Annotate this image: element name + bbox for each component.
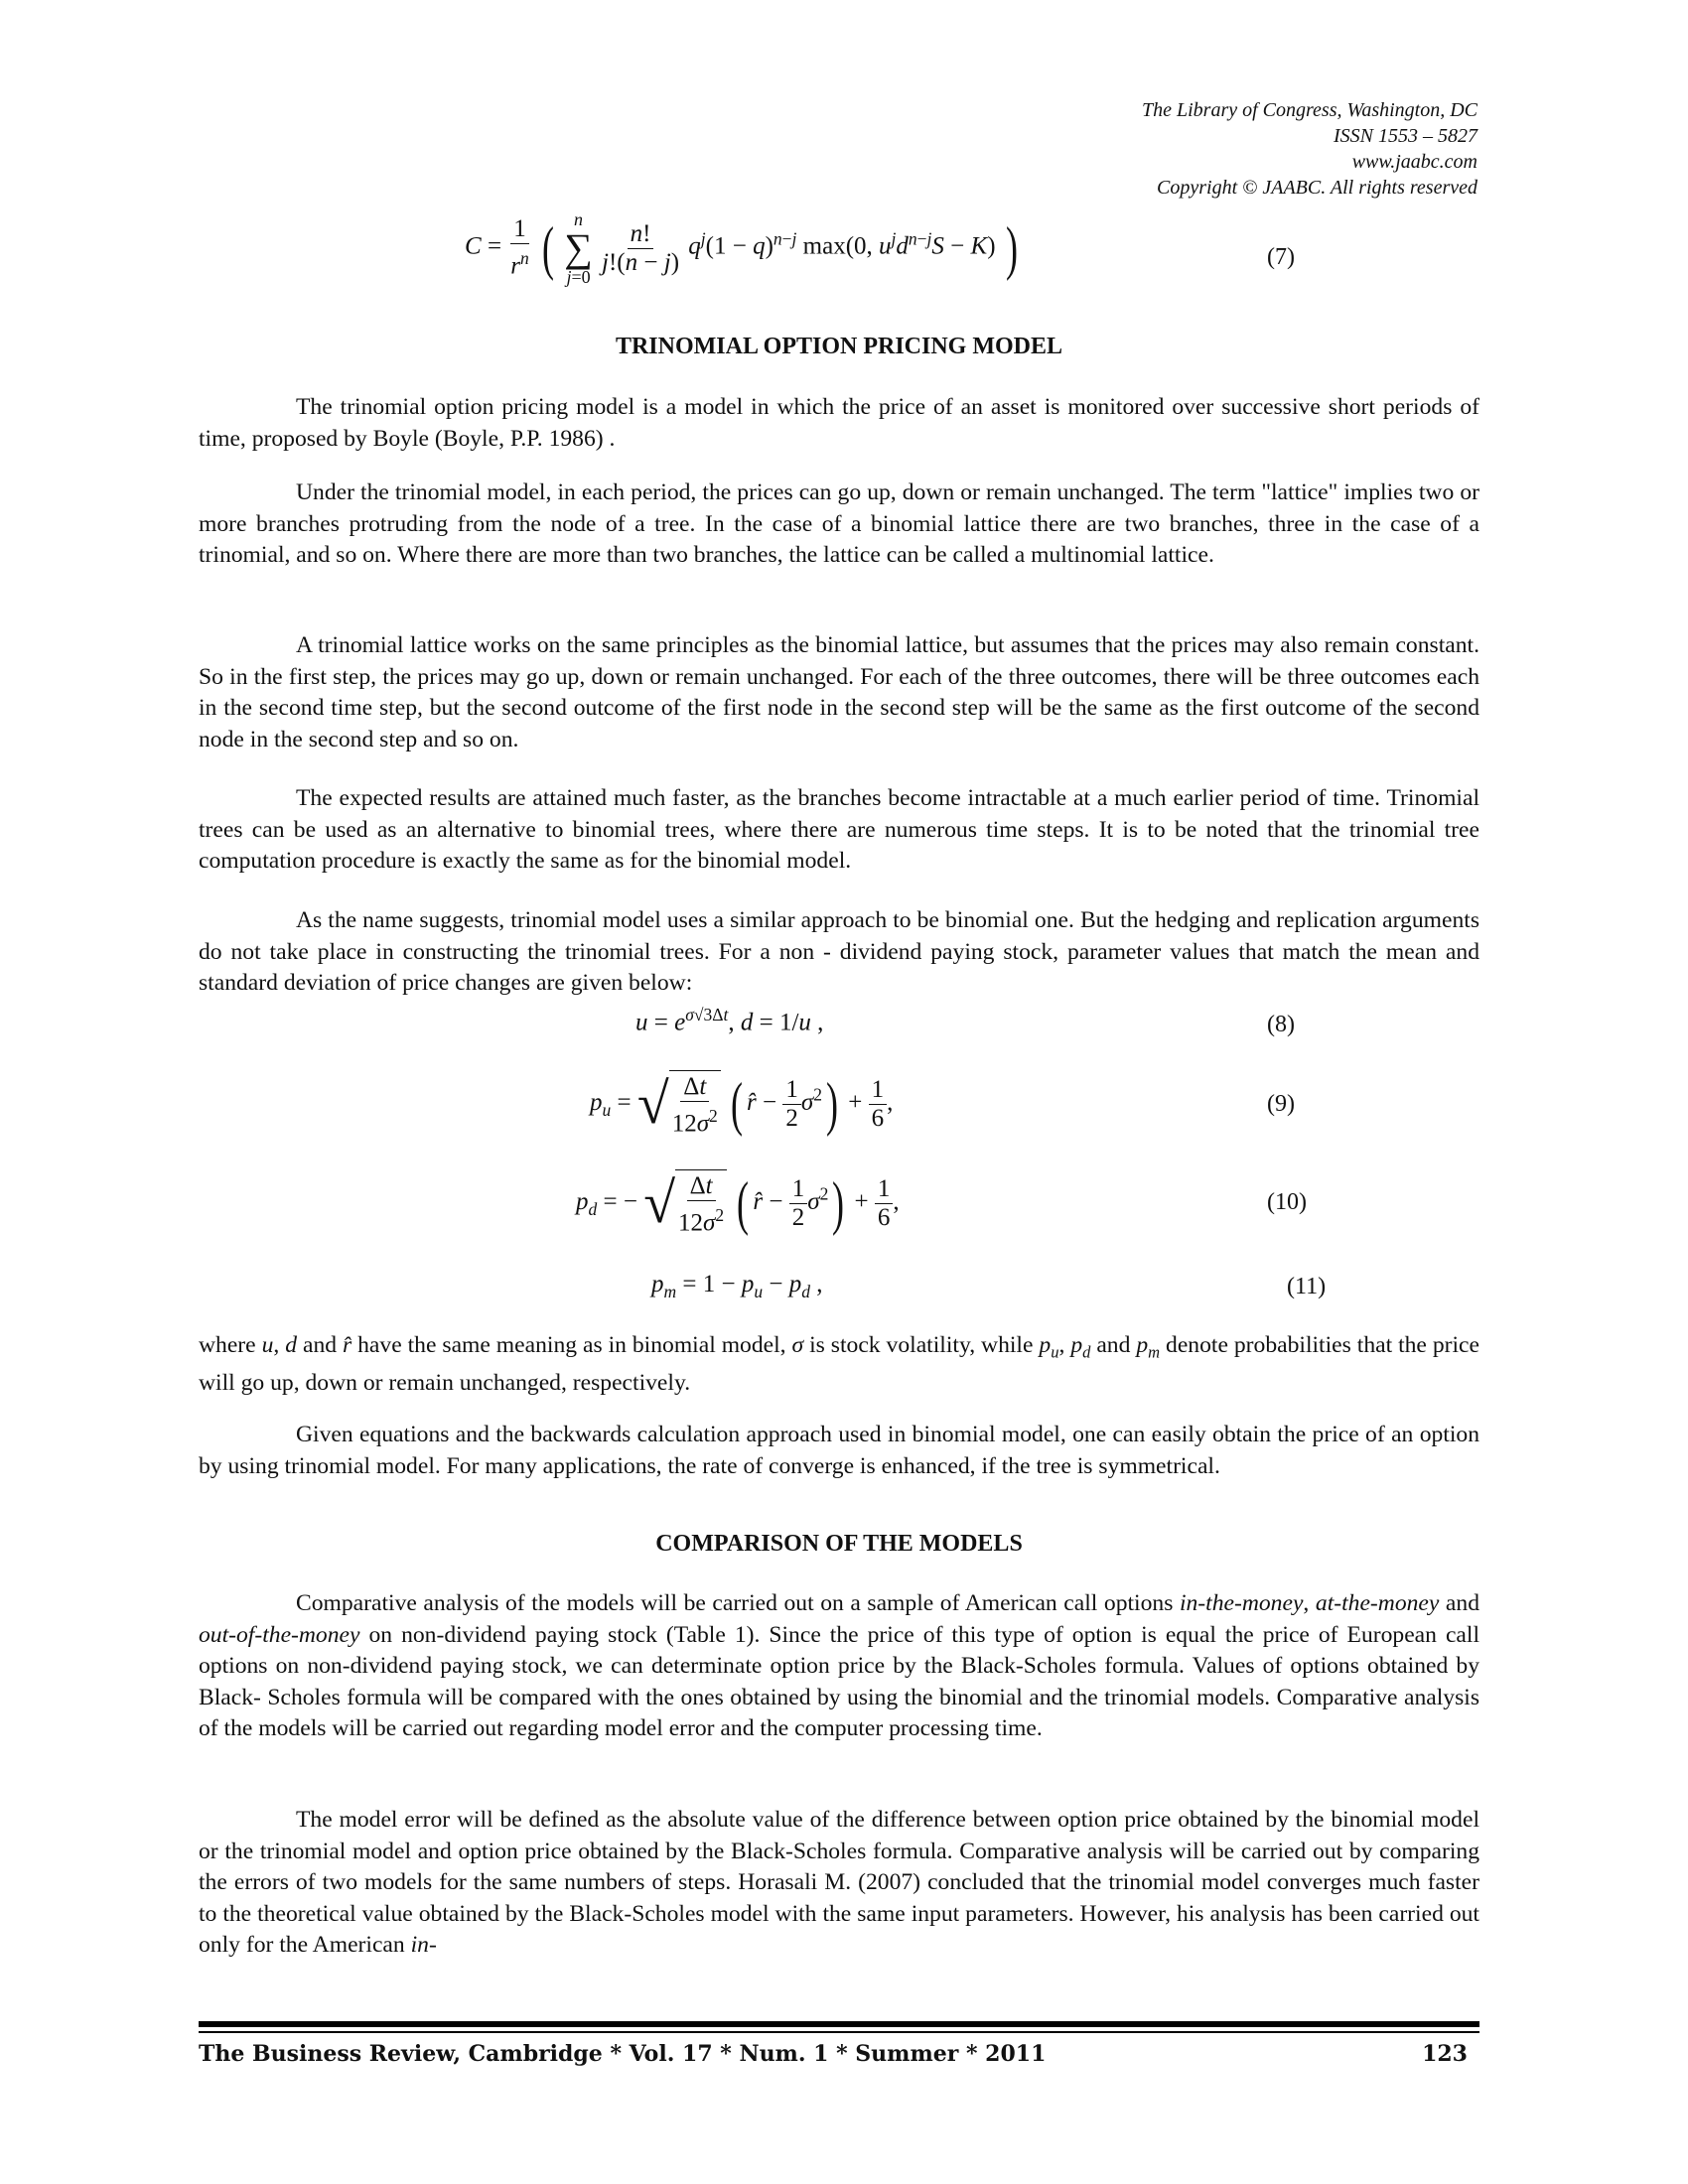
paragraph-6: where u, d and r̂ have the same meaning as in binomial model, σ is stock volatility, while $p_u$, $p_d$ and $p_m$ denote probabilities that the price will go up, down or remain unchanged, respectively.	[199, 1332, 1480, 1397]
paragraph-5: As the name suggests, trinomial model uses a similar approach to be binomial one. But the hedging and replication arguments do not take place in constructing the trinomial trees. For a non - dividend paying stock, parameter values that match the mean and standard deviation of price changes are given below:	[199, 907, 1479, 996]
equation-8: $u = e^{\sigma√3\Delta t}$, d = 1/u ,	[635, 1005, 824, 1036]
paragraph-1: The trinomial option pricing model is a model in which the price of an asset is monitored over successive short periods of time, proposed by Boyle (Boyle, P.P. 1986) .	[199, 394, 1479, 452]
header-line-1: The Library of Congress, Washington, DC	[1141, 99, 1477, 121]
footer-rule	[199, 2021, 1479, 2027]
equation-9-number: (9)	[1267, 1091, 1295, 1117]
header-line-3: www.jaabc.com	[1351, 151, 1477, 173]
header-line-2: ISSN 1553 – 5827	[1334, 125, 1477, 147]
term-in-the-money: in-the-money	[1179, 1590, 1304, 1616]
section-title-trinomial: TRINOMIAL OPTION PRICING MODEL	[615, 334, 1063, 359]
equation-11: $p_m = 1 - p_u - p_d$ ,	[651, 1271, 823, 1301]
paragraph-9: The model error will be defined as the absolute value of the difference between option price obtained by the binomial model or the trinomial model and option price obtained by the Black-Scholes formula. Comparative analysis will be carried out by comparing the errors of two models for the same numbers of steps. Horasali M. (2007) concluded that the trinomial model converges much faster to the theoretical value obtained by the Black-Scholes model with the same input parameters. However, his analysis has been carried out only for the American in-	[199, 1807, 1479, 1958]
equation-9: $p_u$ = √ $\frac{\Delta t}{12\sigma^2}$ ( r̂ − $\frac{1}{2}$ $\sigma^2$) + $\frac{1}{6}$ ,	[590, 1071, 894, 1138]
paragraph-2: Under the trinomial model, in each period, the prices can go up, down or remain unchanged. The term "lattice" implies two or more branches protruding from the node of a tree. In the case of a binomial lattice there are two branches, three in the case of a trinomial, and so on. Where there are more than two branches, the lattice can be called a multinomial lattice.	[199, 479, 1479, 568]
equation-8-number: (8)	[1267, 1012, 1295, 1037]
equation-11-number: (11)	[1287, 1274, 1327, 1299]
equation-10: $p_d$ = − √ $\frac{\Delta t}{12\sigma^2}$ ( r̂ − $\frac{1}{2}$ $\sigma^2$) + $\frac{1}{6}$ ,	[576, 1170, 900, 1237]
paragraph-7: Given equations and the backwards calculation approach used in binomial model, one can easily obtain the price of an option by using trinomial model. For many applications, the rate of converge is enhanced, if the tree is symmetrical.	[199, 1422, 1479, 1479]
term-out-of-the-money: out-of-the-money	[199, 1621, 360, 1648]
footer-rule-thin	[199, 2031, 1479, 2033]
equation-7: C = $\frac{1}{r^n}$ ( n ∑ j=0 $\frac{n!}{j!(n - j)}$ $q^j(1 - q)^{n-j}$ max(0, $u^jd^{n-j}S - K$) )	[465, 209, 1018, 287]
paragraph-8: Comparative analysis of the models will be carried out on a sample of American call options in-the-money, at-the-money and out-of-the-money on non-dividend paying stock (Table 1). Since the price of this type of option is equal the price of European call options on non-dividend paying stock, we can determinate option price by the Black-Scholes formula. Values of options obtained by Black- Scholes formula will be compared with the ones obtained by using the binomial and the trinomial models. Comparative analysis of the models will be carried out regarding model error and the computer processing time.	[199, 1590, 1479, 1741]
term-at-the-money: at-the-money	[1315, 1590, 1440, 1616]
page-number: 123	[1422, 2041, 1468, 2067]
equation-10-number: (10)	[1267, 1189, 1307, 1215]
equation-7-number: (7)	[1267, 244, 1295, 270]
page-footer	[199, 2041, 1479, 2067]
paragraph-4: The expected results are attained much faster, as the branches become intractable at a much earlier period of time. Trinomial trees can be used as an alternative to binomial trees, where there are numerous time steps. It is to be noted that the trinomial tree computation procedure is exactly the same as for the binomial model.	[199, 785, 1479, 874]
paragraph-3: A trinomial lattice works on the same principles as the binomial lattice, but assumes that the prices may also remain constant. So in the first step, the prices may go up, down or remain unchanged. For each of the three outcomes, there will be three outcomes each in the second time step, but the second outcome of the first node in the second step will be the same as the first outcome of the second node in the second step and so on.	[199, 632, 1479, 752]
section-title-comparison: COMPARISON OF THE MODELS	[655, 1531, 1023, 1557]
footer-journal: The Business Review, Cambridge * Vol. 17 * Num. 1 * Summer * 2011	[199, 2041, 1047, 2067]
journal-header	[1142, 97, 1477, 201]
header-line-4: Copyright © JAABC. All rights reserved	[1157, 177, 1477, 199]
